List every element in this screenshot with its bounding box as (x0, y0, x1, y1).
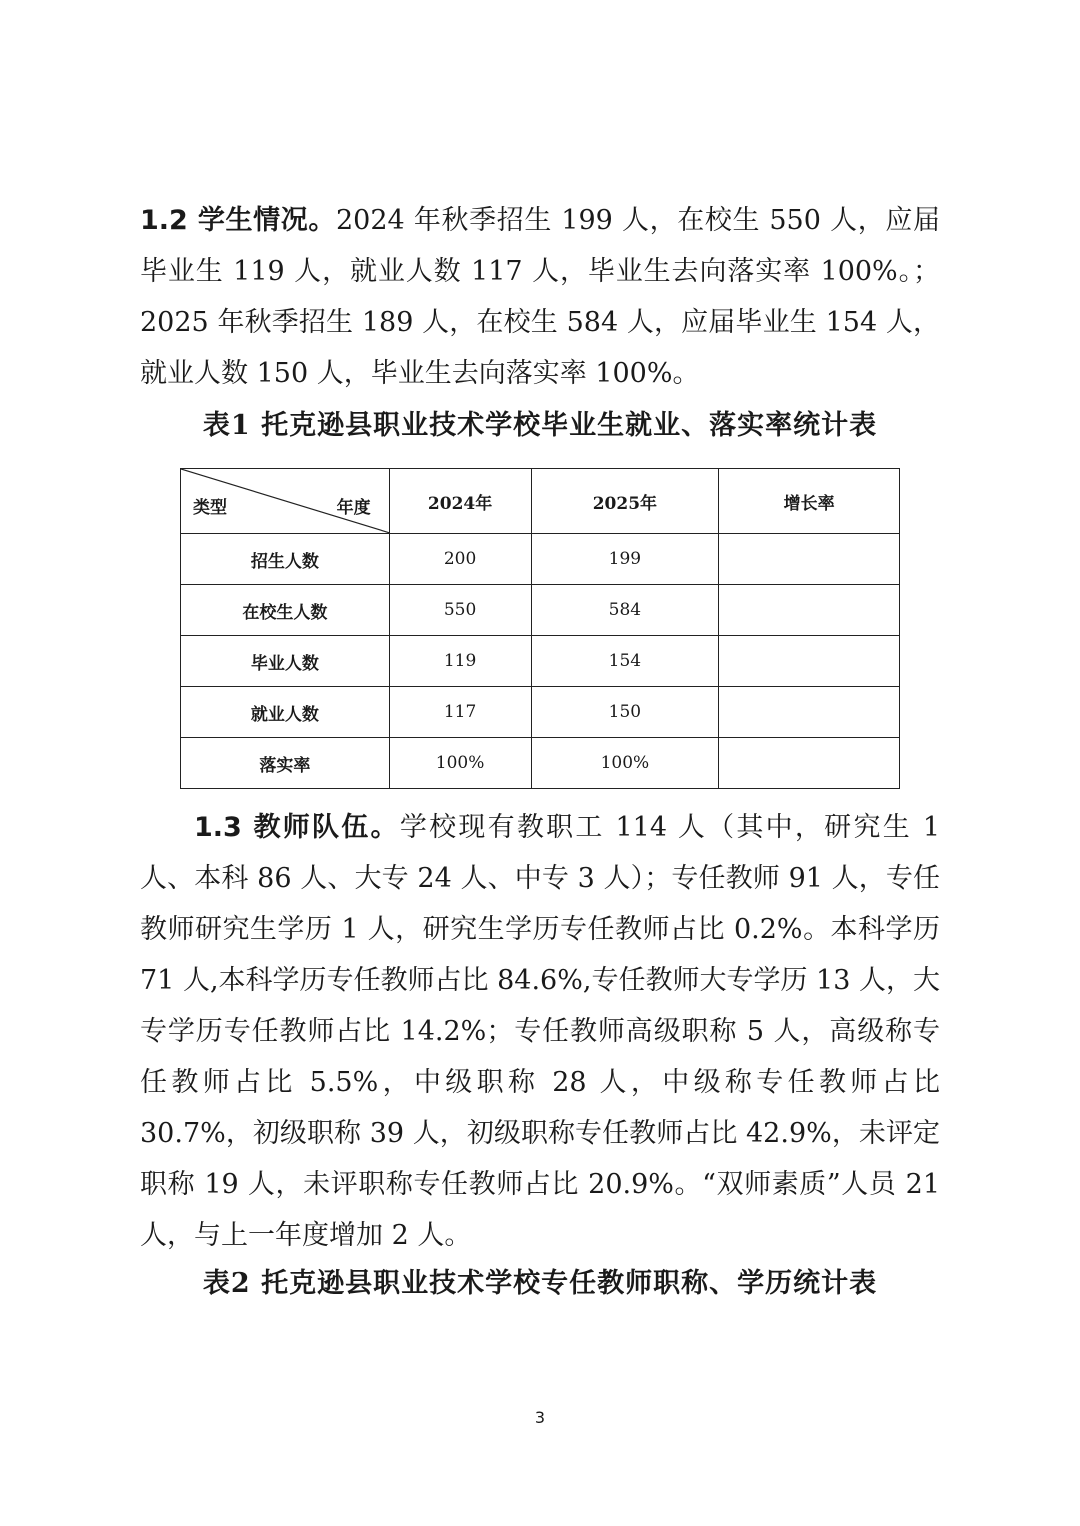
cell-2024: 117 (389, 687, 531, 738)
cell-2025: 150 (531, 687, 719, 738)
section-1-2-text: 2024 年秋季招生 199 人，在校生 550 人，应届毕业生 119 人，就业人数 117 人，毕业生去向落实率 100%。；2025 年秋季招生 189 人，在校生 584 人，应届毕业生 154 人，就业人数 150 人，毕业生去向落实率 100%。 (140, 205, 940, 389)
table-row (181, 636, 900, 687)
section-1-3-text: 学校现有教职工 114 人（其中，研究生 1 人、本科 86 人、大专 24 人、中专 3 人）；专任教师 91 人，专任教师研究生学历 1 人，研究生学历专任教师占比 0.2%。本科学历 71 人,本科学历专任教师占比 84.6%,专任教师大专学历 13 人，大专学历专任教师占比 14.2%；专任教师高级职称 5 人，高级称专任教师占比 5.5%，中级职称 28 人，中级称专任教师占比 30.7%，初级职称 39 人，初级职称专任教师占比 42.9%，未评定职称 19 人，未评职称专任教师占比 20.9%。“双师素质”人员 21 人，与上一年度增加 2 人。 (140, 812, 940, 1251)
table1-header-2024: 2024年 (389, 469, 531, 534)
cell-2025: 100% (531, 738, 719, 789)
cell-2024: 550 (389, 585, 531, 636)
row-label: 毕业人数 (181, 636, 390, 687)
cell-2024: 100% (389, 738, 531, 789)
section-1-2-heading: 1.2 学生情况。 (140, 205, 336, 236)
cell-growth (719, 585, 900, 636)
section-1-2-paragraph (140, 195, 940, 399)
cell-2024: 119 (389, 636, 531, 687)
cell-growth (719, 534, 900, 585)
cell-2025: 199 (531, 534, 719, 585)
page-number: 3 (534, 1408, 546, 1427)
section-1-3-paragraph (140, 802, 940, 1261)
table2-title: 表2 托克逊县职业技术学校专任教师职称、学历统计表 (202, 1268, 878, 1299)
row-label: 招生人数 (181, 534, 390, 585)
row-label: 在校生人数 (181, 585, 390, 636)
cell-2025: 154 (531, 636, 719, 687)
table1-title: 表1 托克逊县职业技术学校毕业生就业、落实率统计表 (202, 410, 878, 441)
table1-header-growth: 增长率 (719, 469, 900, 534)
table1-corner-cell (181, 469, 390, 534)
table-row (181, 738, 900, 789)
cell-growth (719, 636, 900, 687)
table1-header-2025: 2025年 (531, 469, 719, 534)
cell-2025: 584 (531, 585, 719, 636)
table-row (181, 585, 900, 636)
row-label: 落实率 (181, 738, 390, 789)
cell-growth (719, 687, 900, 738)
cell-2024: 200 (389, 534, 531, 585)
corner-year-label: 年度 (336, 498, 371, 518)
table1-header-row (181, 469, 900, 534)
table-row (181, 687, 900, 738)
row-label: 就业人数 (181, 687, 390, 738)
cell-growth (719, 738, 900, 789)
corner-type-label: 类型 (193, 498, 227, 518)
section-1-3-heading: 1.3 教师队伍。 (194, 812, 400, 843)
table-row (181, 534, 900, 585)
table1 (180, 468, 900, 789)
